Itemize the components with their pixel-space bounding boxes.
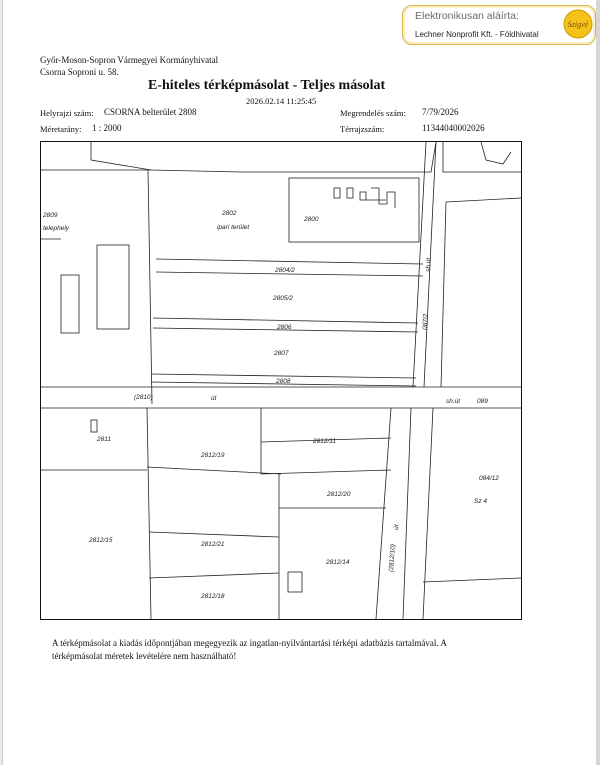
boundary-line: [91, 142, 151, 170]
building: [91, 420, 97, 432]
scale-label: Méretarány:: [40, 124, 82, 134]
label-2812-20: 2812/20: [327, 491, 351, 498]
label-sh-ut-vertical: sh.út: [425, 257, 433, 273]
signature-seal-icon: [563, 9, 593, 39]
building: [334, 188, 340, 198]
scale-value: 1 : 2000: [92, 123, 122, 133]
issue-datetime: 2026.02.14 11:25:45: [246, 96, 317, 106]
label-2804-2: 2804/2: [275, 267, 295, 274]
boundary-line: [149, 573, 279, 578]
label-2812-18: 2812/18: [201, 593, 225, 600]
building: [360, 192, 366, 200]
boundary-line: [149, 532, 279, 537]
parcel-2800: [289, 178, 419, 242]
road-edge: [376, 408, 391, 619]
boundary-line: [156, 259, 423, 264]
label-2812-10: (2812/10): [388, 543, 397, 573]
signature-org: Lechner Nonprofit Kft. - Földhivatal: [415, 30, 539, 39]
boundary-line: [423, 578, 521, 582]
office-address: Csorna Soproni u. 58.: [40, 67, 119, 77]
label-2811: 2811: [97, 436, 111, 443]
building: [61, 275, 79, 333]
boundary-line: [441, 202, 446, 387]
disclaimer: [52, 637, 482, 662]
building: [97, 245, 129, 329]
label-089: 089: [477, 398, 488, 405]
building: [288, 572, 302, 592]
label-ut: út: [211, 395, 217, 402]
label-2802: 2802: [222, 210, 237, 217]
disclaimer-line-2: térképmásolat méretek levételére nem használható!: [52, 650, 237, 661]
parcel-label: Helyrajzi szám:: [40, 108, 94, 118]
office-name: Győr-Moson-Sopron Vármegyei Kormányhivatal: [40, 55, 219, 65]
seal-text: Szigvé: [567, 20, 589, 29]
label-sz4: Sz 4: [474, 498, 488, 505]
scrollbar[interactable]: [596, 0, 600, 765]
label-2812-15: 2812/15: [89, 537, 113, 544]
boundary-line: [153, 318, 418, 323]
label-2812-14: 2812/14: [326, 559, 350, 566]
label-2812-11: 2812/11: [313, 438, 337, 445]
label-087-2: 087/2: [422, 313, 430, 331]
label-2805-2: 2805/2: [273, 295, 293, 302]
disclaimer-line-1: A térképmásolat a kiadás időpontjában megegyezik az ingatlan-nyilvántartási térképi adatbázis tartalmával. A: [52, 638, 447, 648]
label-2812-21: 2812/21: [201, 541, 225, 548]
boundary-line: [151, 142, 436, 172]
cadastral-map: [40, 141, 522, 620]
label-2808: 2808: [276, 378, 291, 385]
label-084-12: 084/12: [479, 475, 499, 482]
signature-title: Elektronikusan aláírta:: [415, 10, 519, 22]
label-2812-19: 2812/19: [201, 452, 225, 459]
label-iparterulet: ipari terület: [217, 224, 250, 231]
boundary-line: [423, 408, 433, 619]
page-title: E-hiteles térképmásolat - Teljes másolat: [148, 78, 386, 93]
label-2806: 2806: [277, 324, 292, 331]
label-2809: 2809: [43, 212, 58, 219]
building: [347, 188, 353, 198]
boundary-line: [148, 170, 152, 404]
order-value: 7/79/2026: [422, 107, 459, 117]
map-drawing: [41, 142, 521, 619]
boundary-line: [147, 408, 151, 619]
label-ut-vertical: út: [393, 524, 401, 531]
building: [371, 188, 395, 208]
label-2807: 2807: [274, 350, 289, 357]
label-telephely: telephely: [43, 225, 70, 232]
order-label: Megrendelés szám:: [340, 108, 406, 118]
road-edge: [403, 408, 411, 619]
map-number-label: Térrajzszám:: [340, 124, 385, 134]
map-number-value: 11344040002026: [422, 123, 485, 133]
boundary-line: [446, 198, 521, 202]
building: [481, 142, 511, 164]
label-sh-ut: sh.út: [446, 398, 461, 405]
label-2810: (2810): [134, 394, 153, 401]
parcel-value: CSORNA belterület 2808: [104, 107, 197, 117]
road-edge: [413, 142, 426, 387]
label-2800: 2800: [304, 216, 319, 223]
